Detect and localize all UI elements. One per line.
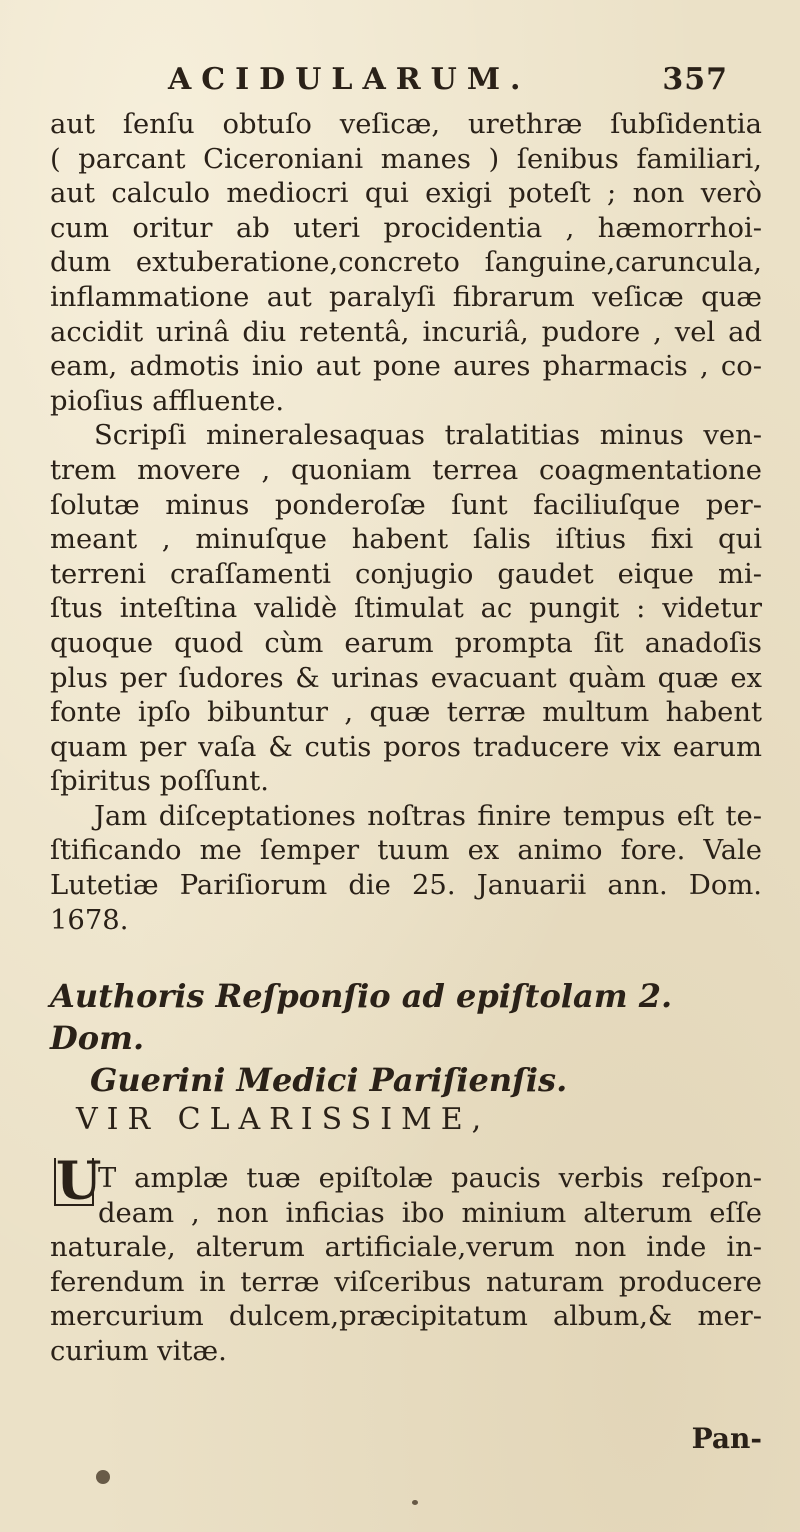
ink-smudge [412,1500,418,1505]
text-line: aut ſenſu obtuſo veſicæ, urethræ ſubſidentia [50,109,762,140]
text-line: eam, admotis inio aut pone aures pharmacis , co- [50,351,762,383]
text-line: naturale, alterum artificiale,verum non inde in- [50,1232,762,1264]
text-line: plus per ſudores & urinas evacuant quàm quæ ex [50,662,762,694]
text-line: mercurium dulcem,præcipitatum album,& mer- [50,1301,762,1333]
text-line: accidit urinâ diu retentâ, incuriâ, pudore , vel ad [50,316,762,348]
text-line: ſolutæ minus ponderoſæ ſunt faciliuſque per- [50,489,762,521]
text-line: quoque quod cùm earum prompta ſit anadoſis [50,627,762,659]
text-line: Jam diſceptationes noſtras finire tempus eſt te- [94,800,762,832]
catchword: Pan- [691,1422,762,1455]
ink-smudge [96,1470,110,1484]
text-line: ſpiritus poſſunt. [50,766,269,798]
text-line: fonte ipſo bibuntur , quæ terræ multum habent [50,697,762,729]
text-line: ( parcant Ciceroniani manes ) ſenibus familiari, [50,143,762,175]
running-head-title: ACIDULARUM. [168,62,531,97]
body-text [50,108,762,938]
text-line: Lutetiæ Pariſiorum die 25. Januarii ann. Dom. [50,870,762,902]
text-line: 1678. [50,904,129,936]
text-line: inflammatione aut paralyſi fibrarum veſicæ quæ [50,281,762,313]
letter-text [50,1162,762,1370]
heading-line-2: Guerini Medici Pariſienſis. [90,1061,568,1099]
text-line: meant , minuſque habent ſalis iſtius fixi qui [50,524,762,556]
text-line: Scripſi mineralesaquas tralatitias minus ven- [94,420,762,452]
text-line: deam , non inficias ibo minium alterum eſſe [98,1197,762,1229]
text-line: ferendum in terræ viſceribus naturam producere [50,1266,762,1298]
salutation: VIR CLARISSIME, [76,1102,491,1137]
section-heading [50,975,762,1101]
text-line: curium vitæ. [50,1335,227,1367]
drop-cap: U [56,1151,102,1212]
running-head [168,62,728,102]
text-line: dum extuberatione,concreto ſanguine,caruncula, [50,247,762,279]
heading-line-1: Authoris Reſponſio ad epiſtolam 2. Dom. [50,977,673,1057]
text-line: T amplæ tuæ epiſtolæ paucis verbis reſpon- [98,1163,762,1194]
text-line: terreni craſſamenti conjugio gaudet eique mi- [50,558,762,590]
text-line: pioſius affluente. [50,385,285,417]
text-line: trem movere , quoniam terrea coagmentatione [50,454,762,486]
text-line: ſtificando me ſemper tuum ex animo fore. Vale [50,835,762,867]
text-line: cum oritur ab uteri procidentia , hæmorrhoi- [50,212,762,244]
text-line: ſtus inteſtina validè ſtimulat ac pungit : videtur [50,593,762,625]
text-line: aut calculo mediocri qui exigi poteſt ; non verò [50,178,762,210]
page-number: 357 [662,62,728,97]
text-line: quam per vaſa & cutis poros traducere vix earum [50,731,762,763]
